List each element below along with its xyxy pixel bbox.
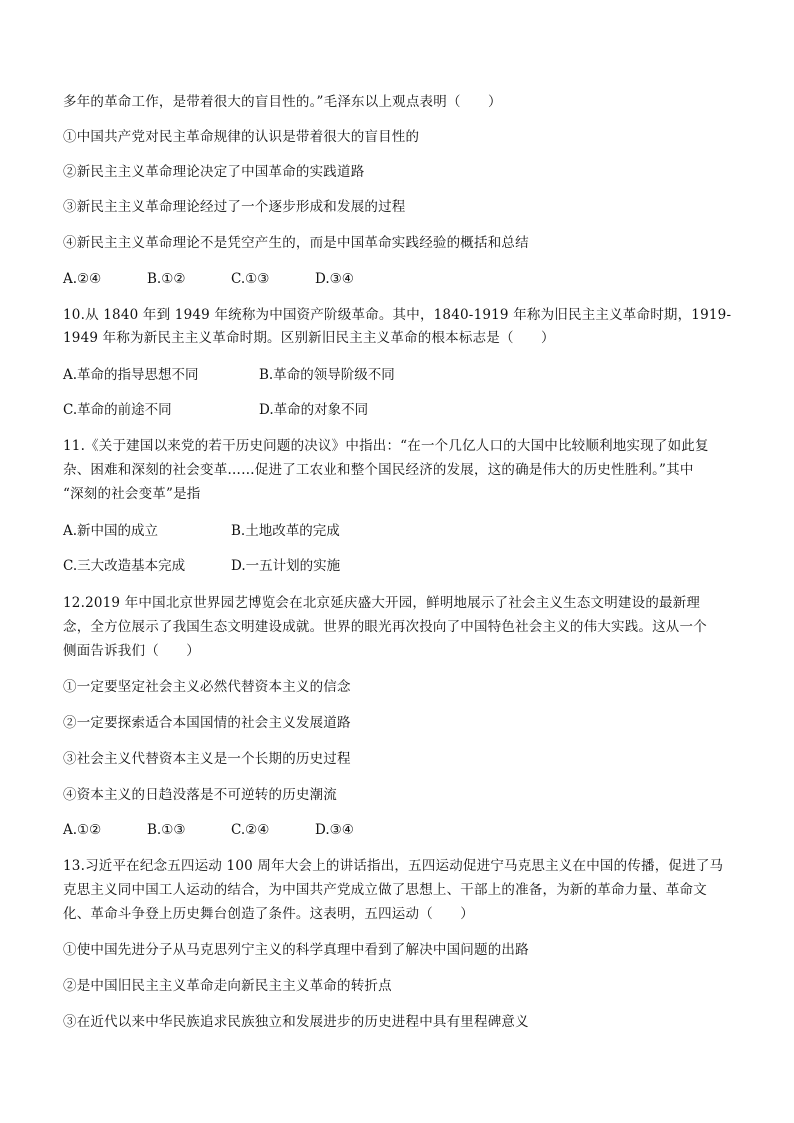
q12-item-2: ②一定要探索适合本国国情的社会主义发展道路 [63,715,351,731]
q11-option-d: D.一五计划的实施 [231,558,341,574]
q9-option-b: B.①② [147,271,186,287]
q11-stem-line-2: 杂、困难和深刻的社会变革……促进了工农业和整个国民经济的发展，这的确是伟大的历史性胜利。”其中 [63,462,694,478]
q13-item-2: ②是中国旧民主主义革命走向新民主主义革命的转折点 [63,978,392,994]
q10-stem-line-1: 10.从 1840 年到 1949 年统称为中国资产阶级革命。其中，1840-1919 年称为旧民主主义革命时期，1919- [63,307,732,323]
q11-stem-line-3: “深刻的社会变革”是指 [63,486,201,502]
q11-stem-line-1: 11.《关于建国以来党的若干历史问题的决议》中指出：“在一个几亿人口的大国中比较顺利地实现了如此复 [63,438,709,454]
q11-option-c: C.三大改造基本完成 [63,558,186,574]
q13-item-1: ①使中国先进分子从马克思列宁主义的科学真理中看到了解决中国问题的出路 [63,942,529,958]
q10-option-a: A.革命的指导思想不同 [63,367,199,383]
q13-stem-line-1: 13.习近平在纪念五四运动 100 周年大会上的讲话指出，五四运动促进宁马克思主义在中国的传播，促进了马 [63,858,724,874]
q10-option-c: C.革命的前途不同 [63,402,172,418]
q12-item-1: ①一定要坚定社会主义必然代替资本主义的信念 [63,679,351,695]
q9-option-a: A.②④ [63,271,102,287]
q12-option-b: B.①③ [147,822,186,838]
q12-stem-line-3: 侧面告诉我们（ ） [63,643,200,659]
q13-stem-line-3: 化、革命斗争登上历史舞台创造了条件。这表明，五四运动（ ） [63,906,474,922]
q9-item-3: ③新民主主义革命理论经过了一个逐步形成和发展的过程 [63,199,406,215]
q12-stem-line-2: 念，全方位展示了我国生态文明建设成就。世界的眼光再次投向了中国特色社会主义的伟大实践。这从一个 [63,619,707,635]
q12-stem-line-1: 12.2019 年中国北京世界园艺博览会在北京延庆盛大开园，鲜明地展示了社会主义生态文明建设的最新理 [63,595,701,611]
q12-item-4: ④资本主义的日趋没落是不可逆转的历史潮流 [63,787,337,803]
q11-option-b: B.土地改革的完成 [231,523,340,539]
q9-stem-tail: 多年的革命工作，是带着很大的盲目性的。”毛泽东以上观点表明（ ） [63,94,502,110]
q12-option-d: D.③④ [315,822,354,838]
q12-item-3: ③社会主义代替资本主义是一个长期的历史过程 [63,751,351,767]
q10-stem-line-2: 1949 年称为新民主主义革命时期。区别新旧民主主义革命的根本标志是（ ） [63,330,555,346]
q9-option-d: D.③④ [315,271,354,287]
q13-item-3: ③在近代以来中华民族追求民族独立和发展进步的历史进程中具有里程碑意义 [63,1014,529,1030]
q10-option-b: B.革命的领导阶级不同 [259,367,395,383]
q10-option-d: D.革命的对象不同 [259,402,369,418]
q11-option-a: A.新中国的成立 [63,523,159,539]
q9-item-1: ①中国共产党对民主革命规律的认识是带着很大的盲目性的 [63,129,420,145]
q13-stem-line-2: 克思主义同中国工人运动的结合，为中国共产党成立做了思想上、干部上的准备，为新的革命力量、革命文 [63,882,707,898]
q9-option-c: C.①③ [231,271,270,287]
q12-option-c: C.②④ [231,822,270,838]
q9-item-2: ②新民主主义革命理论决定了中国革命的实践道路 [63,164,365,180]
q9-item-4: ④新民主主义革命理论不是凭空产生的，而是中国革命实践经验的概括和总结 [63,235,529,251]
q12-option-a: A.①② [63,822,102,838]
